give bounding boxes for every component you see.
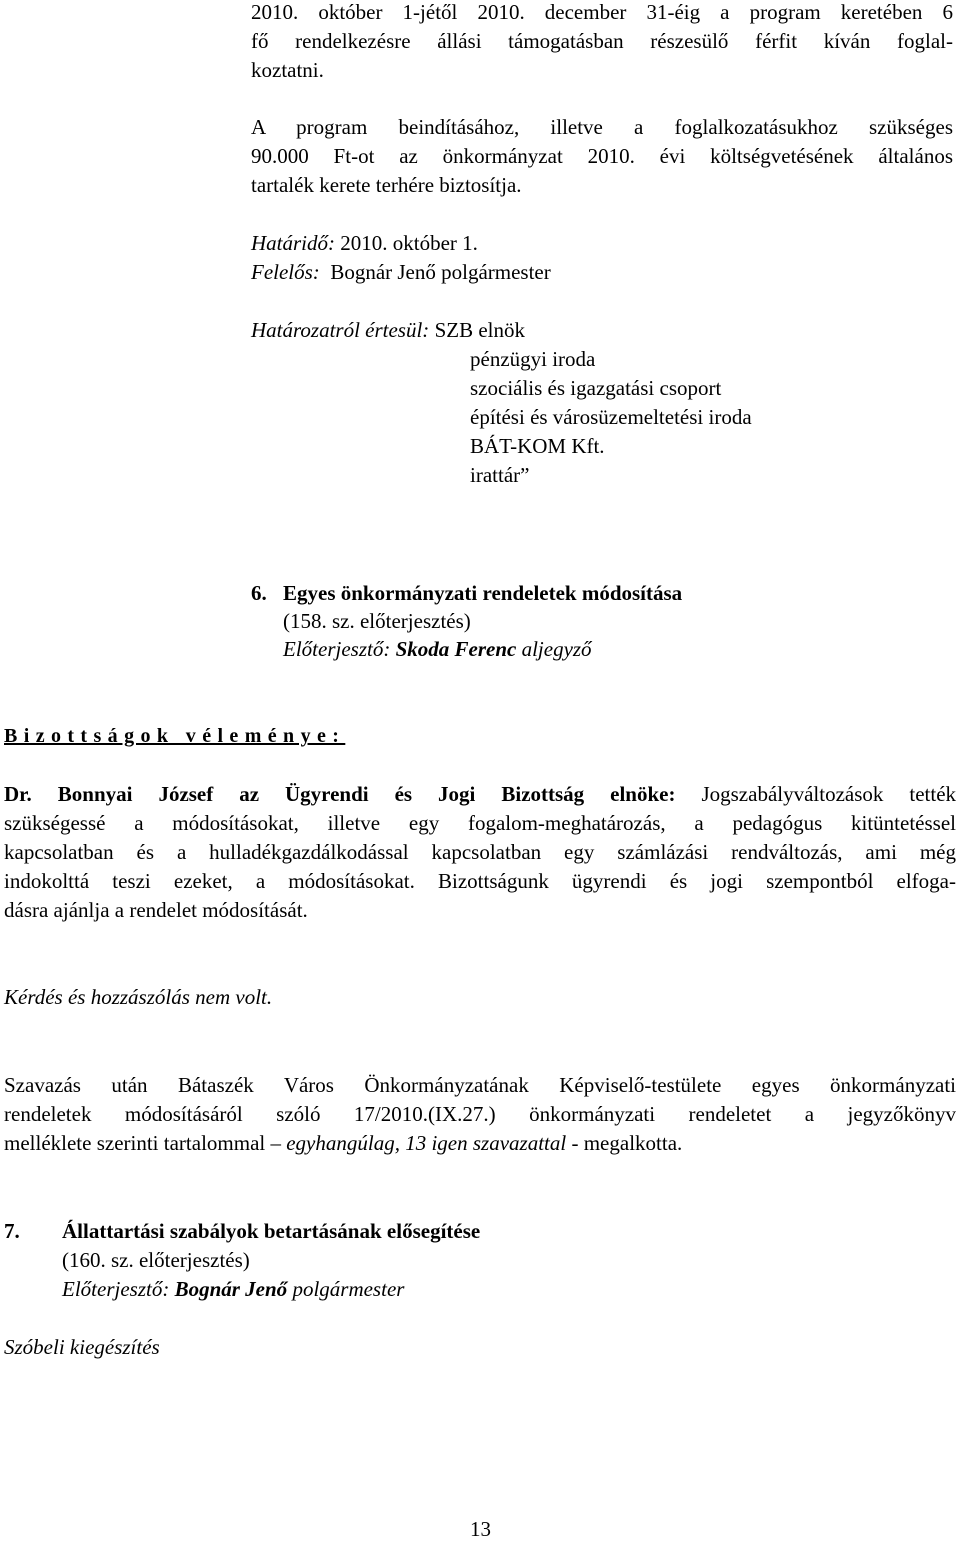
vote-line-1: Szavazás után Bátaszék Város Önkormányzatának Képviselő-testülete egyes önkormányzati [4, 1073, 956, 1097]
notify-item: építési és városüzemeltetési iroda [470, 405, 752, 429]
responsible [251, 260, 551, 284]
item7-presenter-name: Bognár Jenő [174, 1277, 288, 1301]
vote-line-2: rendeletek módosításáról szóló 17/2010.(IX.27.) önkormányzati rendeletet a jegyzőkönyv [4, 1102, 956, 1126]
notify-item: SZB elnök [434, 318, 525, 342]
item6-title: Egyes önkormányzati rendeletek módosítása [283, 581, 683, 605]
notify-label: Határozatról értesül: [251, 318, 430, 342]
no-questions: Kérdés és hozzászólás nem volt. [4, 985, 273, 1009]
vote-l3-end: - megalkotta. [571, 1131, 683, 1155]
intro-line-3: koztatni. [251, 58, 324, 82]
committees-heading: Bizottságok véleménye: [4, 725, 346, 747]
page-number: 13 [470, 1517, 491, 1541]
vote-l3-start: melléklete szerinti tartalommal – [4, 1131, 281, 1155]
opinion-line-5: dásra ajánlja a rendelet módosítását. [4, 898, 308, 922]
item6-presenter-name: Skoda Ferenc [395, 637, 517, 661]
opinion-line-4: indokolttá teszi ezeket, a módosításokat. Bizottságunk ügyrendi és jogi szempontból elfoga- [4, 869, 956, 893]
notify-heading [251, 318, 525, 342]
deadline-label: Határidő: [251, 231, 335, 255]
item6-presenter [283, 637, 592, 661]
opinion-line-3: kapcsolatban és a hulladékgazdálkodással kapcsolatban egy számlázási rendváltozás, ami még [4, 840, 956, 864]
item6-number: 6. [251, 581, 267, 605]
item7-presenter [62, 1277, 404, 1301]
notify-item: irattár” [470, 463, 530, 487]
deadline [251, 231, 478, 255]
item7-sub: (160. sz. előterjesztés) [62, 1248, 250, 1272]
notify-item: szociális és igazgatási csoport [470, 376, 722, 400]
supplement: Szóbeli kiegészítés [4, 1335, 160, 1359]
intro-line-1: 2010. október 1-jétől 2010. december 31-éig a program keretében 6 [251, 0, 953, 24]
notify-item: BÁT-KOM Kft. [470, 434, 605, 458]
vote-line-3 [4, 1131, 682, 1155]
intro-p2-line-1: A program beindításához, illetve a foglalkozatásukhoz szükséges [251, 115, 953, 139]
vote-l3-italic: egyhangúlag, 13 igen szavazattal [286, 1131, 567, 1155]
item7-presenter-role: polgármester [292, 1277, 405, 1301]
opinion-speaker: Dr. Bonnyai József az Ügyrendi és Jogi Bizottság elnöke: [4, 782, 676, 806]
item7-presenter-label: Előterjesztő: [62, 1277, 170, 1301]
item6-presenter-label: Előterjesztő: [283, 637, 391, 661]
opinion-line-1 [4, 782, 956, 806]
notify-item: pénzügyi iroda [470, 347, 596, 371]
responsible-value: Bognár Jenő polgármester [330, 260, 551, 284]
responsible-label: Felelős: [251, 260, 320, 284]
intro-p2-line-2: 90.000 Ft-ot az önkormányzat 2010. évi költségvetésének általános [251, 144, 953, 168]
deadline-value: 2010. október 1. [340, 231, 478, 255]
item7-title: Állattartási szabályok betartásának elősegítése [62, 1219, 481, 1243]
item6-presenter-role: aljegyző [521, 637, 592, 661]
opinion-line-2: szükségessé a módosításokat, illetve egy fogalom-meghatározás, a pedagógus kitüntetéssel [4, 811, 956, 835]
item6-sub: (158. sz. előterjesztés) [283, 609, 471, 633]
intro-p2-line-3: tartalék kerete terhére biztosítja. [251, 173, 522, 197]
item7-number: 7. [4, 1219, 20, 1243]
opinion-l1-rest: Jogszabályváltozások tették [701, 782, 957, 806]
intro-line-2: fő rendelkezésre állási támogatásban részesülő férfit kíván foglal- [251, 29, 953, 53]
